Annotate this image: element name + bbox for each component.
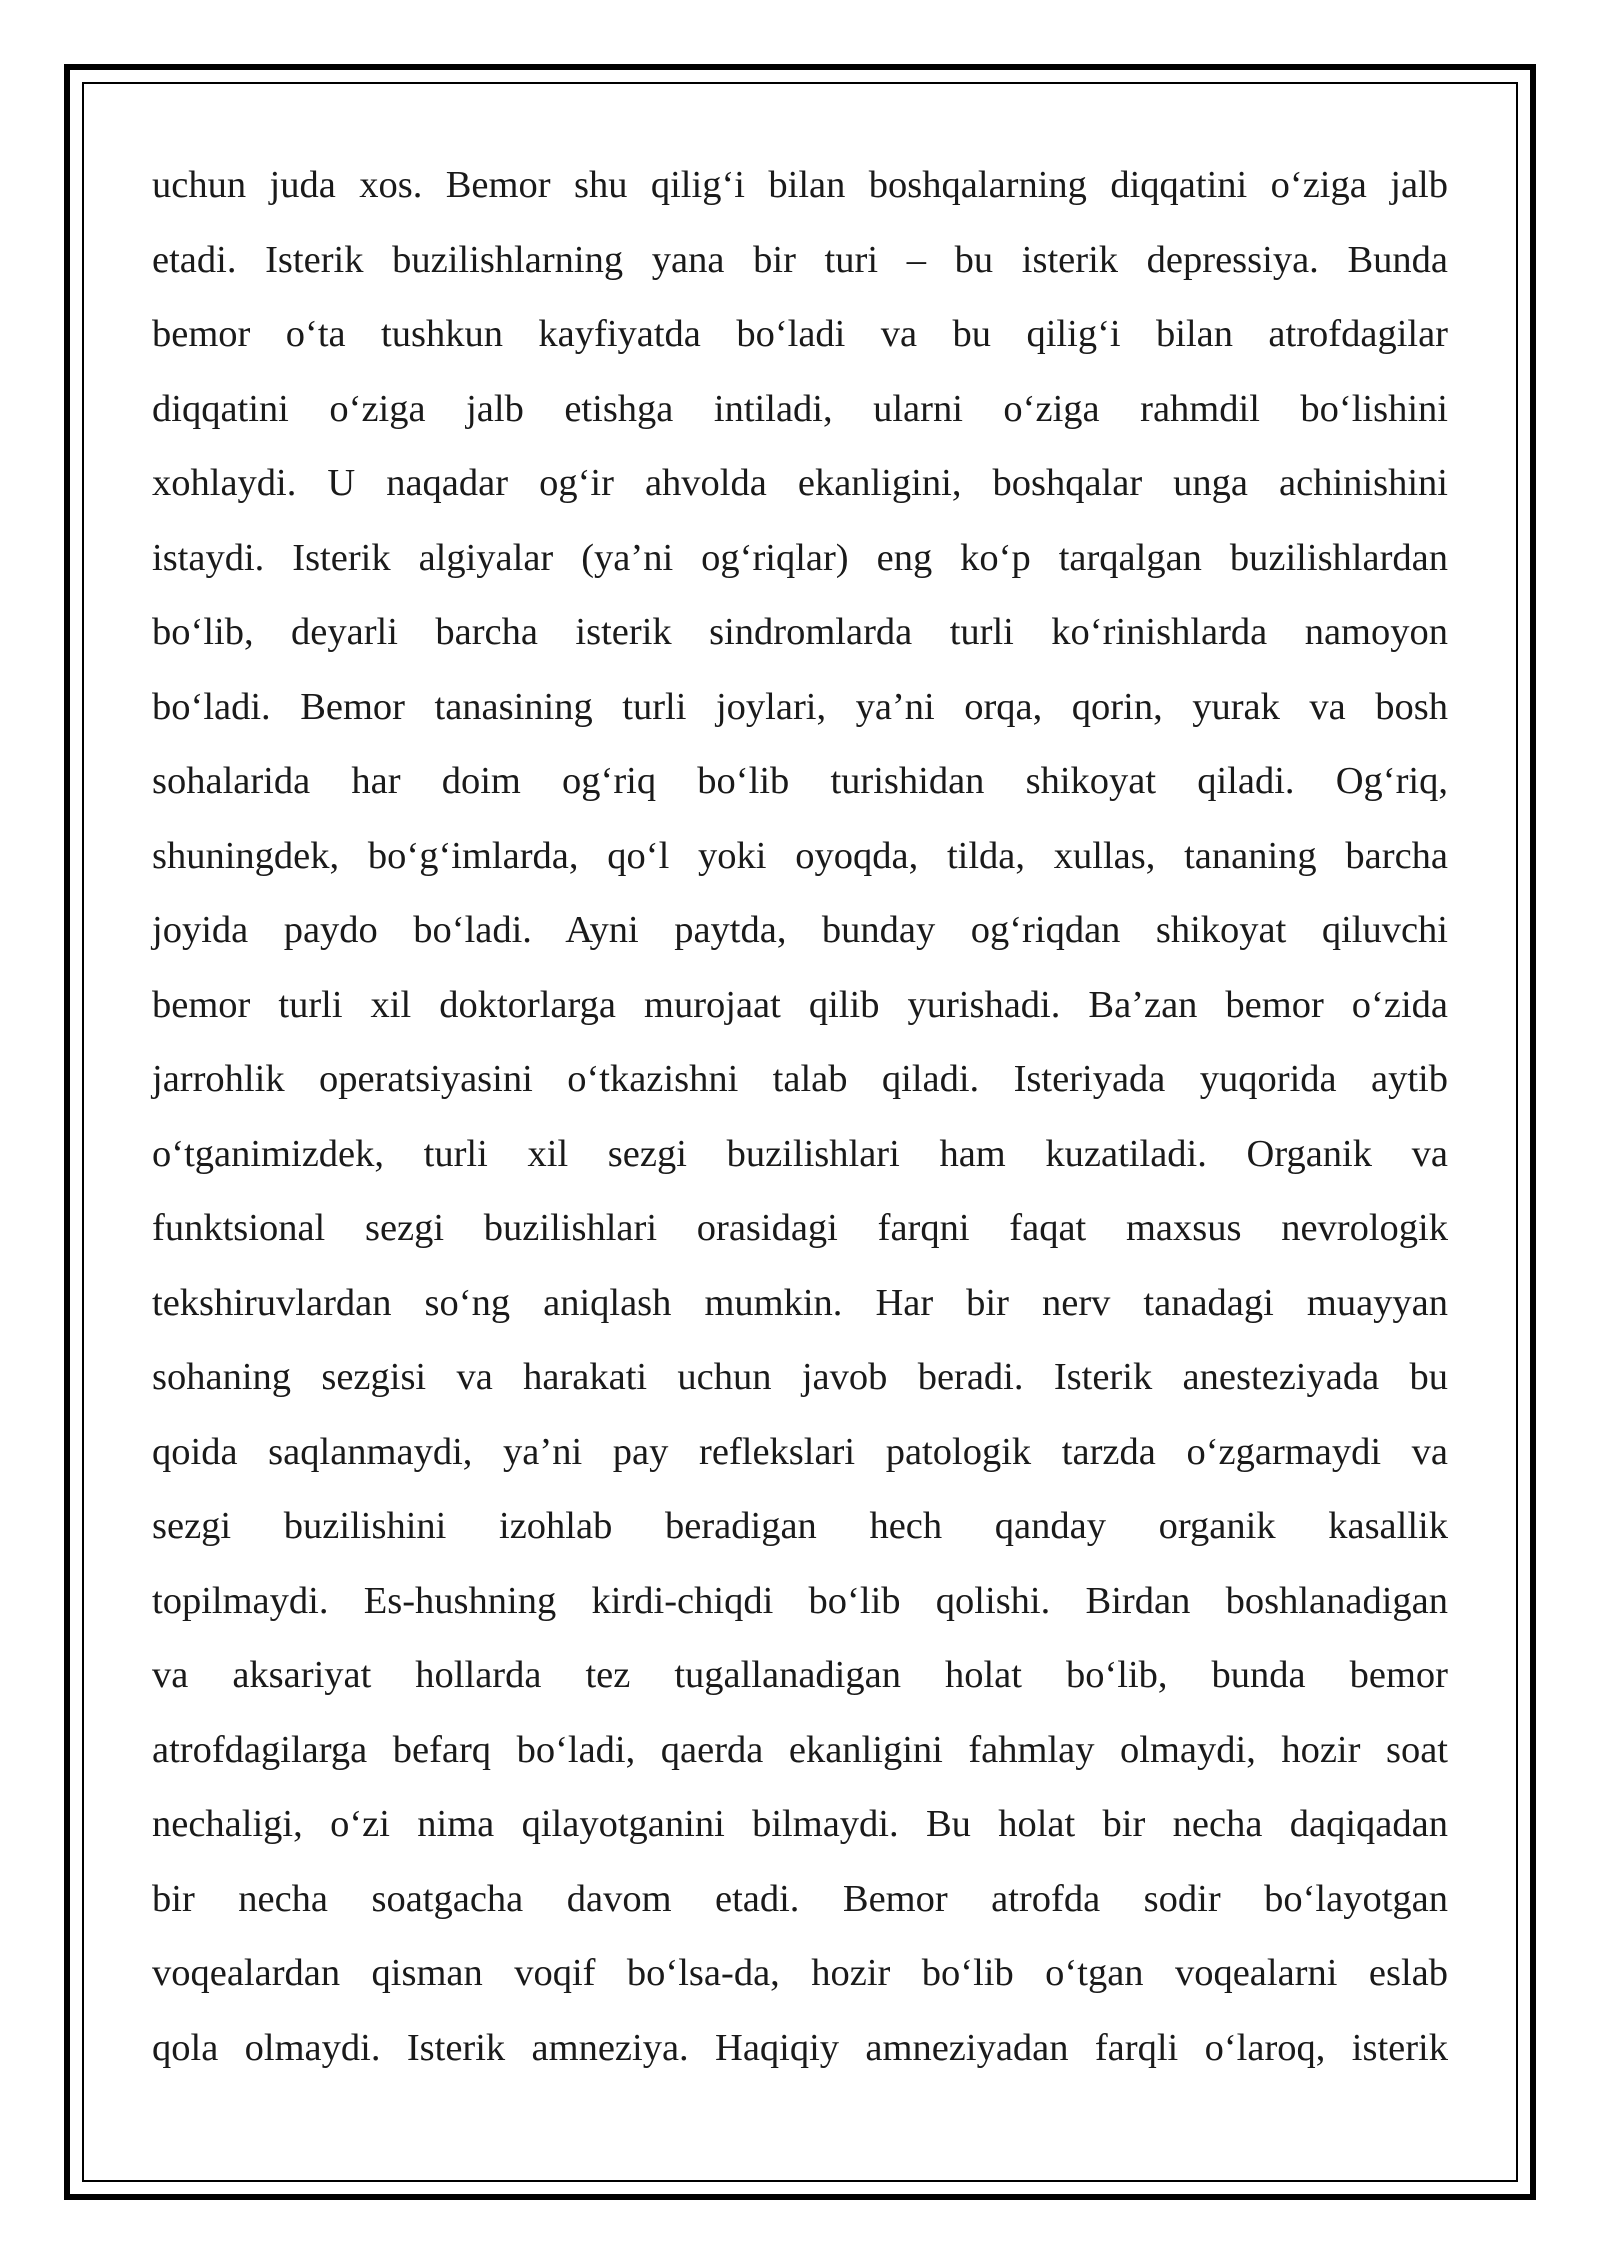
text-line: diqqatini o‘ziga jalb etishga intiladi, ularni o‘ziga rahmdil bo‘lishini bbox=[152, 387, 1448, 430]
text-line: jarrohlik operatsiyasini o‘tkazishni talab qiladi. Isteriyada yuqorida aytib bbox=[152, 1058, 1448, 1100]
text-line: etadi. Isterik buzilishlarning yana bir turi – bu isterik depressiya. Bunda bbox=[152, 238, 1448, 281]
text-line: o‘tganimizdek, turli xil sezgi buzilishlari ham kuzatiladi. Organik va bbox=[152, 1132, 1448, 1175]
text-line: sohaning sezgisi va harakati uchun javob beradi. Isterik anesteziyada bu bbox=[152, 1356, 1448, 1398]
text-line: qoida saqlanmaydi, ya’ni pay reflekslari patologik tarzda o‘zgarmaydi va bbox=[152, 1430, 1448, 1473]
text-line: shuningdek, bo‘g‘imlarda, qo‘l yoki oyoqda, tilda, xullas, tananing barcha bbox=[152, 834, 1448, 877]
text-line: sezgi buzilishini izohlab beradigan hech qanday organik kasallik bbox=[152, 1505, 1448, 1547]
text-line: va aksariyat hollarda tez tugallanadigan holat bo‘lib, bunda bemor bbox=[152, 1654, 1448, 1696]
text-line: bemor o‘ta tushkun kayfiyatda bo‘ladi va bu qilig‘i bilan atrofdagilar bbox=[152, 313, 1448, 355]
text-line: tekshiruvlardan so‘ng aniqlash mumkin. Har bir nerv tanadagi muayyan bbox=[152, 1281, 1448, 1324]
text-line: uchun juda xos. Bemor shu qilig‘i bilan boshqalarning diqqatini o‘ziga jalb bbox=[152, 164, 1448, 206]
text-line: bemor turli xil doktorlarga murojaat qilib yurishadi. Ba’zan bemor o‘zida bbox=[152, 983, 1448, 1026]
body-text bbox=[152, 148, 1448, 2085]
text-line: bo‘ladi. Bemor tanasining turli joylari, ya’ni orqa, qorin, yurak va bosh bbox=[152, 685, 1448, 728]
text-line: istaydi. Isterik algiyalar (ya’ni og‘riqlar) eng ko‘p tarqalgan buzilishlardan bbox=[152, 536, 1448, 579]
text-line: xohlaydi. U naqadar og‘ir ahvolda ekanligini, boshqalar unga achinishini bbox=[152, 462, 1448, 504]
text-line: sohalarida har doim og‘riq bo‘lib turishidan shikoyat qiladi. Og‘riq, bbox=[152, 760, 1448, 802]
text-line: qola olmaydi. Isterik amneziya. Haqiqiy amneziyadan farqli o‘laroq, isterik bbox=[152, 2026, 1448, 2069]
text-line: funktsional sezgi buzilishlari orasidagi farqni faqat maxsus nevrologik bbox=[152, 1207, 1448, 1249]
text-line: topilmaydi. Es-hushning kirdi-chiqdi bo‘lib qolishi. Birdan boshlanadigan bbox=[152, 1579, 1448, 1622]
text-line: joyida paydo bo‘ladi. Ayni paytda, bunday og‘riqdan shikoyat qiluvchi bbox=[152, 909, 1448, 951]
text-line: bir necha soatgacha davom etadi. Bemor atrofda sodir bo‘layotgan bbox=[152, 1877, 1448, 1920]
text-line: bo‘lib, deyarli barcha isterik sindromlarda turli ko‘rinishlarda namoyon bbox=[152, 611, 1448, 653]
text-line: voqealardan qisman voqif bo‘lsa-da, hozir bo‘lib o‘tgan voqealarni eslab bbox=[152, 1952, 1448, 1994]
text-line: nechaligi, o‘zi nima qilayotganini bilmaydi. Bu holat bir necha daqiqadan bbox=[152, 1803, 1448, 1845]
text-line: atrofdagilarga befarq bo‘ladi, qaerda ekanligini fahmlay olmaydi, hozir soat bbox=[152, 1728, 1448, 1771]
